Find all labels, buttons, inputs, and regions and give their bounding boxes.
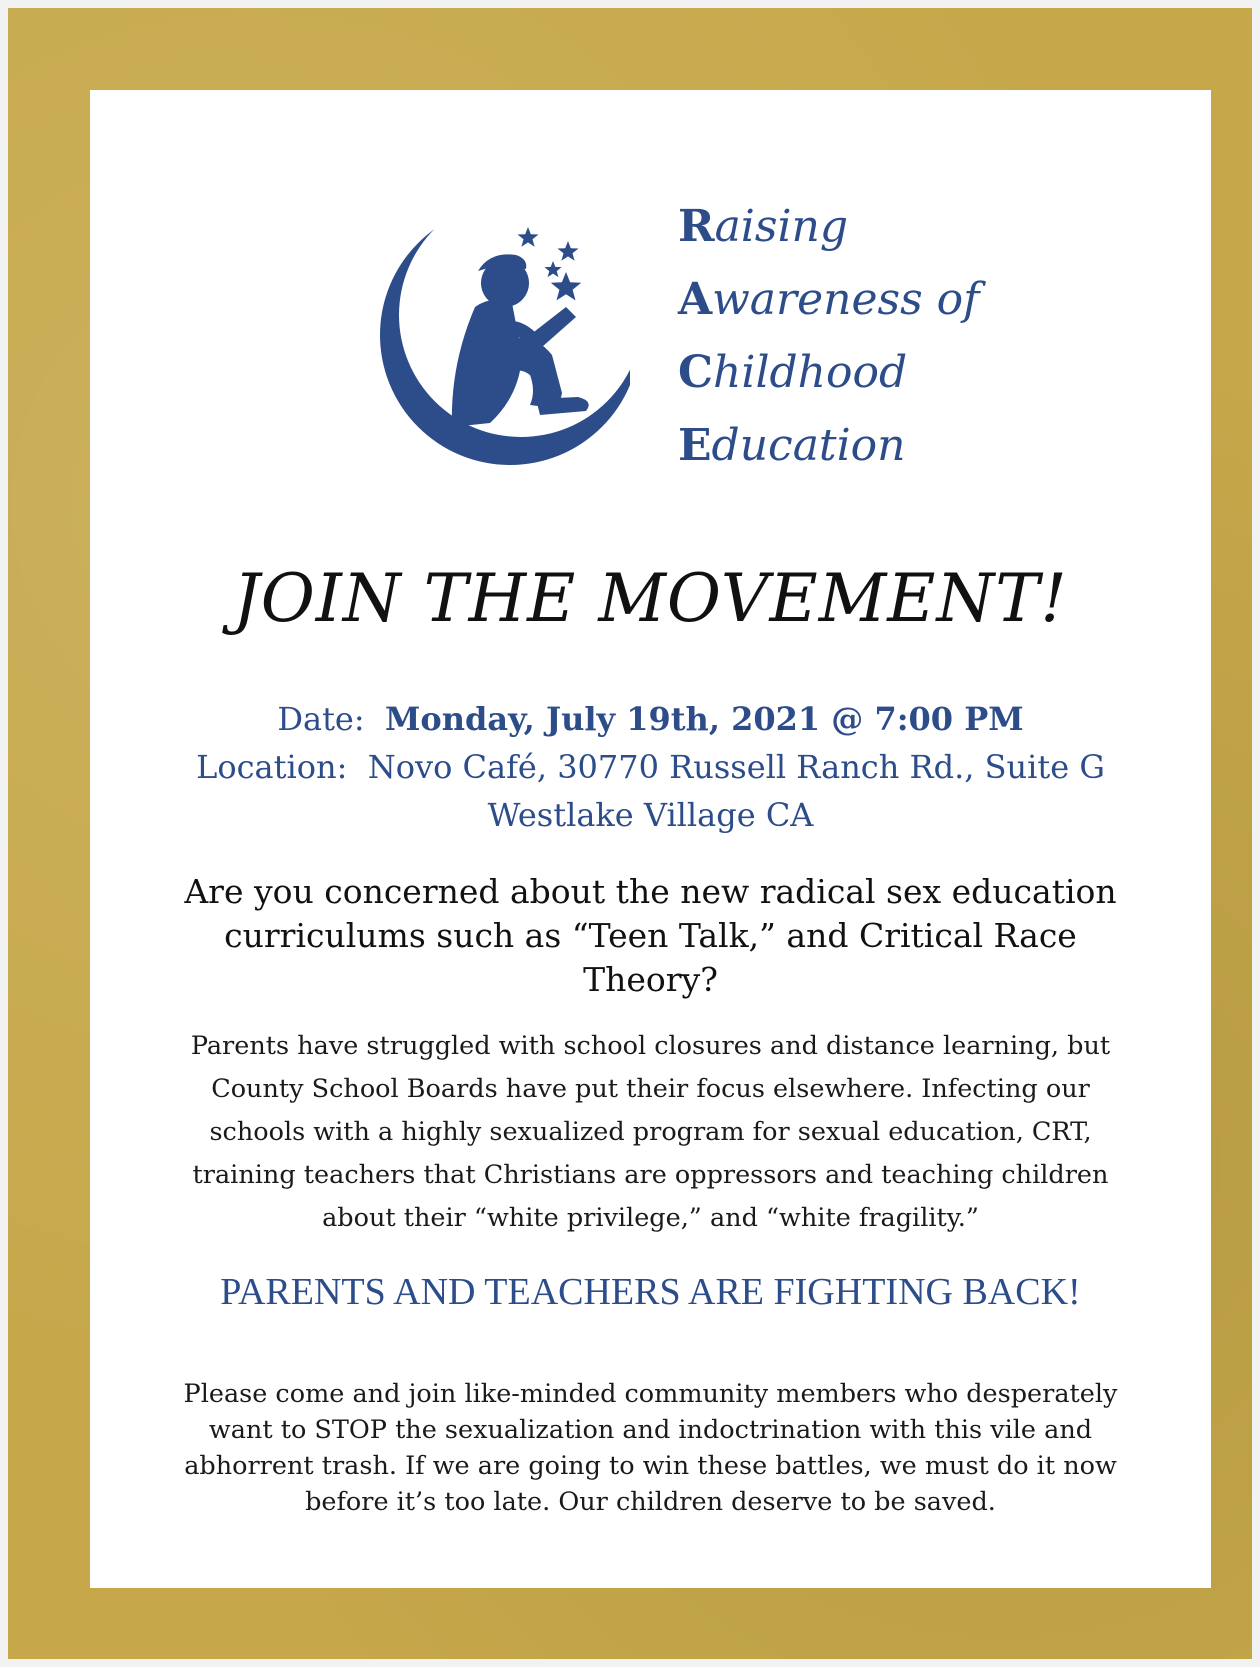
- event-details: [90, 695, 1211, 839]
- paragraph-line: County School Boards have put their focus elsewhere. Infecting our: [211, 1074, 1090, 1104]
- question-line: Theory?: [583, 960, 718, 999]
- event-location-row: [90, 743, 1211, 791]
- paragraph-line: Parents have struggled with school closures and distance learning, but: [190, 1031, 1111, 1061]
- org-line-education: Education: [678, 420, 906, 471]
- flyer-card: [90, 90, 1211, 1588]
- paragraph-line: schools with a highly sexualized program for sexual education, CRT,: [209, 1117, 1092, 1147]
- event-date-row: [90, 695, 1211, 743]
- body-paragraph: [130, 1025, 1171, 1240]
- closing-paragraph: [130, 1376, 1171, 1520]
- rally-line: PARENTS AND TEACHERS ARE FIGHTING BACK!: [220, 1271, 1081, 1313]
- org-line-awareness: Awareness of: [678, 274, 980, 325]
- date-label: Date:: [277, 700, 365, 738]
- paragraph-line: training teachers that Christians are oppressors and teaching children: [192, 1160, 1109, 1190]
- gold-frame: [8, 8, 1252, 1659]
- org-line-childhood: Childhood: [678, 347, 908, 398]
- closing-line: before it’s too late. Our children deserve to be saved.: [305, 1487, 996, 1517]
- question-line: curriculums such as “Teen Talk,” and Critical Race: [224, 916, 1077, 955]
- paragraph-line: about their “white privilege,” and “white fragility.”: [322, 1203, 979, 1233]
- moon-with-child-reading-and-stars-icon: [380, 195, 630, 480]
- org-line-raising: Raising: [678, 201, 849, 252]
- headline: JOIN THE MOVEMENT!: [233, 560, 1068, 637]
- closing-line: want to STOP the sexualization and indoctrination with this vile and: [208, 1415, 1093, 1445]
- question-text: [130, 870, 1171, 1002]
- location-label: Location:: [196, 748, 348, 786]
- organization-name: [678, 190, 1058, 482]
- location-value: Novo Café, 30770 Russell Ranch Rd., Suite G: [367, 748, 1105, 786]
- question-line: Are you concerned about the new radical sex education: [184, 872, 1117, 911]
- location-city: Westlake Village CA: [487, 796, 814, 834]
- closing-line: Please come and join like-minded community members who desperately: [183, 1379, 1118, 1409]
- date-value: Monday, July 19th, 2021 @ 7:00 PM: [384, 700, 1024, 738]
- closing-line: abhorrent trash. If we are going to win these battles, we must do it now: [184, 1451, 1117, 1481]
